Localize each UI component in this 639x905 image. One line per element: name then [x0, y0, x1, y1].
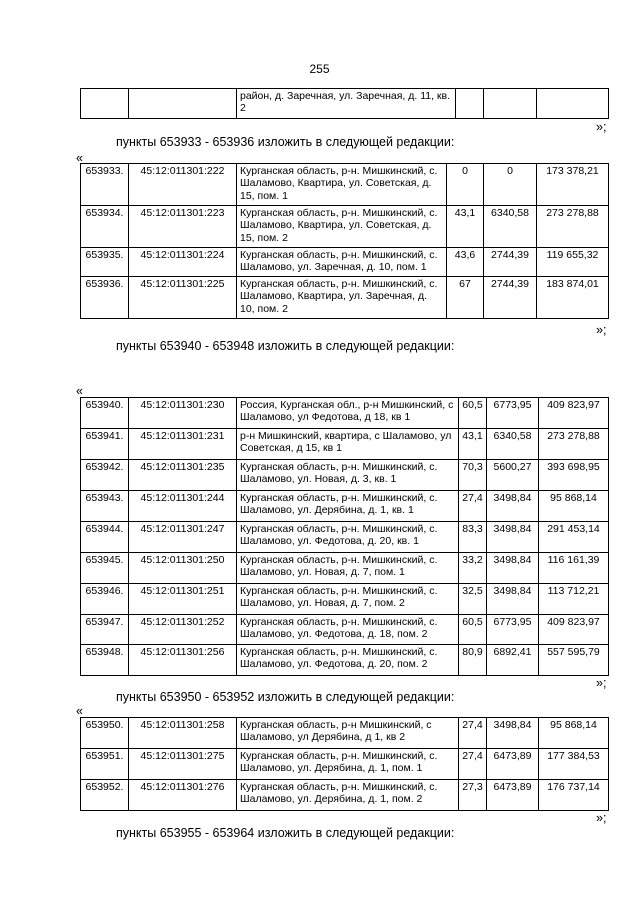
cell-cadastral-number: 45:12:011301:231 — [129, 429, 237, 460]
cell-area: 67 — [447, 277, 484, 319]
cell-area: 80,9 — [459, 645, 487, 676]
cell-cadastral-number: 45:12:011301:230 — [129, 398, 237, 429]
cell-area: 43,1 — [459, 429, 487, 460]
cell-row-number — [81, 89, 129, 119]
cell-address: Россия, Курганская обл., р-н Мишкинский, с Шаламово, ул Федотова, д 18, кв 1 — [237, 398, 459, 429]
cell-price-per-unit: 6340,58 — [487, 429, 539, 460]
instruction-paragraph: пункты 653940 - 653948 изложить в следующей редакции: — [116, 339, 455, 353]
cell-cadastral-number: 45:12:011301:251 — [129, 584, 237, 615]
cell-row-number: 653948. — [81, 645, 129, 676]
cell-cadastral-cost: 116 161,39 — [539, 553, 609, 584]
instruction-paragraph: пункты 653933 - 653936 изложить в следующей редакции: — [116, 135, 455, 149]
cell-cadastral-cost: 177 384,53 — [539, 749, 609, 780]
table-row — [81, 398, 609, 429]
cell-cadastral-cost: 119 655,32 — [537, 248, 609, 277]
cell-area: 27,4 — [459, 749, 487, 780]
cell-address: Курганская область, р-н. Мишкинский, с. Шаламово, ул. Федотова, д. 20, кв. 1 — [237, 522, 459, 553]
cell-area: 32,5 — [459, 584, 487, 615]
closing-quote: »; — [596, 120, 607, 134]
closing-quote: »; — [596, 676, 607, 690]
table-row — [81, 429, 609, 460]
table-row — [81, 584, 609, 615]
cell-address: Курганская область, р-н. Мишкинский, с. Шаламово, ул. Федотова, д. 20, пом. 2 — [237, 645, 459, 676]
table-row — [81, 553, 609, 584]
opening-quote: « — [76, 704, 83, 718]
cell-area — [456, 89, 484, 119]
cell-cadastral-number: 45:12:011301:222 — [129, 164, 237, 206]
cell-price-per-unit: 6340,58 — [484, 206, 537, 248]
cell-cadastral-number: 45:12:011301:250 — [129, 553, 237, 584]
cell-area: 60,5 — [459, 615, 487, 645]
table-row — [81, 491, 609, 522]
cell-price-per-unit: 6473,89 — [487, 780, 539, 811]
cell-price-per-unit — [484, 89, 537, 119]
cell-area: 27,4 — [459, 491, 487, 522]
opening-quote: « — [76, 384, 83, 398]
cell-area: 33,2 — [459, 553, 487, 584]
cell-price-per-unit: 6892,41 — [487, 645, 539, 676]
closing-quote: »; — [596, 323, 607, 337]
table-row — [81, 615, 609, 645]
cell-cadastral-number: 45:12:011301:276 — [129, 780, 237, 811]
cell-address: Курганская область, р-н. Мишкинский, с. Шаламово, ул. Дерябина, д. 1, пом. 2 — [237, 780, 459, 811]
cell-cadastral-cost — [537, 89, 609, 119]
cell-price-per-unit: 6473,89 — [487, 749, 539, 780]
cell-area: 43,6 — [447, 248, 484, 277]
table-row — [81, 164, 609, 206]
property-table-653933 — [80, 163, 609, 319]
table-row — [81, 645, 609, 676]
cell-address: р-н Мишкинский, квартира, с Шаламово, ул Советская, д 15, кв 1 — [237, 429, 459, 460]
cell-price-per-unit: 0 — [484, 164, 537, 206]
cell-area: 60,5 — [459, 398, 487, 429]
cell-price-per-unit: 3498,84 — [487, 584, 539, 615]
continuation-table — [80, 88, 609, 119]
cell-cadastral-cost: 273 278,88 — [539, 429, 609, 460]
cell-cadastral-cost: 113 712,21 — [539, 584, 609, 615]
cell-address: Курганская область, р-н. Мишкинский, с. Шаламово, ул. Новая, д. 7, пом. 2 — [237, 584, 459, 615]
cell-address: Курганская область, р-н Мишкинский, с Шаламово, ул Дерябина, д 1, кв 2 — [237, 718, 459, 749]
cell-row-number: 653951. — [81, 749, 129, 780]
cell-cadastral-number — [129, 89, 237, 119]
instruction-paragraph: пункты 653955 - 653964 изложить в следующей редакции: — [116, 826, 455, 840]
property-table-653940 — [80, 397, 609, 676]
cell-cadastral-cost: 273 278,88 — [537, 206, 609, 248]
instruction-paragraph: пункты 653950 - 653952 изложить в следующей редакции: — [116, 690, 455, 704]
cell-cadastral-number: 45:12:011301:225 — [129, 277, 237, 319]
cell-row-number: 653943. — [81, 491, 129, 522]
cell-address: Курганская область, р-н. Мишкинский, с. Шаламово, ул. Федотова, д. 18, пом. 2 — [237, 615, 459, 645]
cell-row-number: 653941. — [81, 429, 129, 460]
table-row — [81, 780, 609, 811]
cell-row-number: 653933. — [81, 164, 129, 206]
cell-price-per-unit: 6773,95 — [487, 398, 539, 429]
cell-address: Курганская область, р-н. Мишкинский, с. Шаламово, ул. Новая, д. 3, кв. 1 — [237, 460, 459, 491]
table-row — [81, 206, 609, 248]
cell-cadastral-cost: 393 698,95 — [539, 460, 609, 491]
cell-cadastral-cost: 409 823,97 — [539, 398, 609, 429]
cell-cadastral-number: 45:12:011301:252 — [129, 615, 237, 645]
cell-address: Курганская область, р-н. Мишкинский, с. Шаламово, ул. Дерябина, д. 1, кв. 1 — [237, 491, 459, 522]
cell-cadastral-cost: 183 874,01 — [537, 277, 609, 319]
table-row — [81, 89, 609, 119]
cell-price-per-unit: 5600,27 — [487, 460, 539, 491]
table-row — [81, 248, 609, 277]
cell-cadastral-number: 45:12:011301:256 — [129, 645, 237, 676]
cell-row-number: 653947. — [81, 615, 129, 645]
cell-cadastral-number: 45:12:011301:235 — [129, 460, 237, 491]
cell-price-per-unit: 3498,84 — [487, 718, 539, 749]
table-row — [81, 749, 609, 780]
property-table-653950 — [80, 717, 609, 811]
cell-cadastral-number: 45:12:011301:223 — [129, 206, 237, 248]
cell-area: 43,1 — [447, 206, 484, 248]
cell-address: Курганская область, р-н. Мишкинский, с. Шаламово, ул. Новая, д. 7, пом. 1 — [237, 553, 459, 584]
cell-row-number: 653944. — [81, 522, 129, 553]
cell-area: 27,4 — [459, 718, 487, 749]
cell-cadastral-number: 45:12:011301:244 — [129, 491, 237, 522]
cell-address: Курганская область, р-н. Мишкинский, с. Шаламово, Квартира, ул. Заречная, д. 10, пом. 2 — [237, 277, 447, 319]
closing-quote: »; — [596, 811, 607, 825]
cell-row-number: 653945. — [81, 553, 129, 584]
cell-cadastral-cost: 173 378,21 — [537, 164, 609, 206]
cell-area: 0 — [447, 164, 484, 206]
table-row — [81, 460, 609, 491]
cell-row-number: 653942. — [81, 460, 129, 491]
cell-address: Курганская область, р-н. Мишкинский, с. Шаламово, Квартира, ул. Советская, д. 15, пом. 2 — [237, 206, 447, 248]
cell-cadastral-cost: 95 868,14 — [539, 718, 609, 749]
cell-cadastral-cost: 557 595,79 — [539, 645, 609, 676]
cell-price-per-unit: 2744,39 — [484, 248, 537, 277]
cell-address: Курганская область, р-н. Мишкинский, с. Шаламово, Квартира, ул. Советская, д. 15, пом. 1 — [237, 164, 447, 206]
cell-cadastral-number: 45:12:011301:275 — [129, 749, 237, 780]
table-row — [81, 277, 609, 319]
cell-price-per-unit: 2744,39 — [484, 277, 537, 319]
cell-row-number: 653950. — [81, 718, 129, 749]
cell-price-per-unit: 6773,95 — [487, 615, 539, 645]
cell-row-number: 653935. — [81, 248, 129, 277]
cell-area: 83,3 — [459, 522, 487, 553]
cell-cadastral-cost: 409 823,97 — [539, 615, 609, 645]
cell-cadastral-number: 45:12:011301:224 — [129, 248, 237, 277]
cell-price-per-unit: 3498,84 — [487, 553, 539, 584]
cell-row-number: 653952. — [81, 780, 129, 811]
table-row — [81, 718, 609, 749]
cell-cadastral-number: 45:12:011301:247 — [129, 522, 237, 553]
cell-address: Курганская область, р-н. Мишкинский, с. Шаламово, ул. Заречная, д. 10, пом. 1 — [237, 248, 447, 277]
cell-address: Курганская область, р-н. Мишкинский, с. Шаламово, ул. Дерябина, д. 1, пом. 1 — [237, 749, 459, 780]
cell-price-per-unit: 3498,84 — [487, 522, 539, 553]
cell-address: район, д. Заречная, ул. Заречная, д. 11, кв. 2 — [237, 89, 456, 119]
cell-cadastral-number: 45:12:011301:258 — [129, 718, 237, 749]
cell-price-per-unit: 3498,84 — [487, 491, 539, 522]
cell-row-number: 653934. — [81, 206, 129, 248]
opening-quote: « — [76, 151, 83, 165]
table-row — [81, 522, 609, 553]
cell-cadastral-cost: 291 453,14 — [539, 522, 609, 553]
cell-row-number: 653936. — [81, 277, 129, 319]
cell-area: 70,3 — [459, 460, 487, 491]
cell-row-number: 653946. — [81, 584, 129, 615]
cell-area: 27,3 — [459, 780, 487, 811]
page-number: 255 — [309, 62, 330, 76]
cell-row-number: 653940. — [81, 398, 129, 429]
cell-cadastral-cost: 95 868,14 — [539, 491, 609, 522]
cell-cadastral-cost: 176 737,14 — [539, 780, 609, 811]
